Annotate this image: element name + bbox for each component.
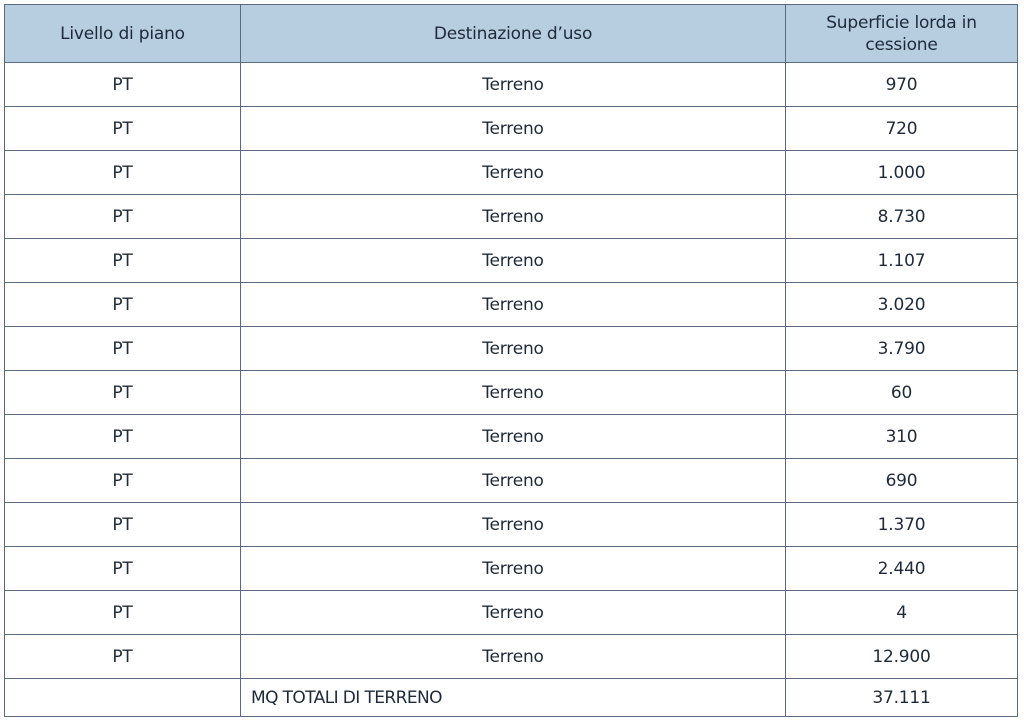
livello-cell: PT — [5, 63, 241, 107]
destinazione-cell: Terreno — [241, 283, 786, 327]
livello-cell: PT — [5, 239, 241, 283]
superficie-cell: 1.000 — [786, 151, 1018, 195]
superficie-cell: 720 — [786, 107, 1018, 151]
table-row — [5, 63, 1018, 107]
destinazione-cell: Terreno — [241, 591, 786, 635]
table-row — [5, 195, 1018, 239]
destinazione-cell: Terreno — [241, 371, 786, 415]
superficie-cell: 12.900 — [786, 635, 1018, 679]
total-label-cell: MQ TOTALI DI TERRENO — [241, 679, 786, 717]
destinazione-cell: Terreno — [241, 107, 786, 151]
destinazione-cell: Terreno — [241, 635, 786, 679]
table-footer — [5, 679, 1018, 717]
destinazione-cell: Terreno — [241, 547, 786, 591]
destinazione-cell: Terreno — [241, 503, 786, 547]
superficie-cell: 4 — [786, 591, 1018, 635]
table-body — [5, 63, 1018, 679]
livello-cell: PT — [5, 415, 241, 459]
livello-cell: PT — [5, 635, 241, 679]
livello-cell: PT — [5, 547, 241, 591]
table-row — [5, 591, 1018, 635]
livello-cell: PT — [5, 151, 241, 195]
superficie-cell: 3.790 — [786, 327, 1018, 371]
destinazione-cell: Terreno — [241, 415, 786, 459]
header-label: Livello di piano — [60, 23, 185, 44]
destinazione-cell: Terreno — [241, 195, 786, 239]
total-value-cell: 37.111 — [786, 679, 1018, 717]
livello-cell: PT — [5, 107, 241, 151]
superficie-cell: 3.020 — [786, 283, 1018, 327]
livello-cell: PT — [5, 283, 241, 327]
livello-cell: PT — [5, 591, 241, 635]
destinazione-cell: Terreno — [241, 239, 786, 283]
table-header — [5, 5, 1018, 63]
superficie-cell: 2.440 — [786, 547, 1018, 591]
table-row — [5, 459, 1018, 503]
header-label: Superficie lorda in cessione — [826, 12, 977, 55]
destinazione-cell: Terreno — [241, 63, 786, 107]
livello-cell: PT — [5, 371, 241, 415]
superficie-cell: 310 — [786, 415, 1018, 459]
destinazione-cell: Terreno — [241, 459, 786, 503]
table-row — [5, 371, 1018, 415]
header-destinazione-uso — [241, 5, 786, 63]
table-row — [5, 415, 1018, 459]
surface-table — [4, 4, 1018, 717]
table-row — [5, 327, 1018, 371]
superficie-cell: 1.370 — [786, 503, 1018, 547]
superficie-cell: 970 — [786, 63, 1018, 107]
table-row — [5, 547, 1018, 591]
table-row — [5, 239, 1018, 283]
superficie-cell: 8.730 — [786, 195, 1018, 239]
header-livello-di-piano — [5, 5, 241, 63]
destinazione-cell: Terreno — [241, 151, 786, 195]
header-superficie-lorda — [786, 5, 1018, 63]
header-label: Destinazione d’uso — [433, 23, 593, 44]
superficie-cell: 690 — [786, 459, 1018, 503]
table-row — [5, 503, 1018, 547]
livello-cell: PT — [5, 327, 241, 371]
livello-cell: PT — [5, 195, 241, 239]
superficie-cell: 60 — [786, 371, 1018, 415]
superficie-cell: 1.107 — [786, 239, 1018, 283]
total-row — [5, 679, 1018, 717]
destinazione-cell: Terreno — [241, 327, 786, 371]
table-row — [5, 151, 1018, 195]
table-row — [5, 635, 1018, 679]
total-livello-cell — [5, 679, 241, 717]
table-row — [5, 107, 1018, 151]
header-row — [5, 5, 1018, 63]
livello-cell: PT — [5, 459, 241, 503]
table-row — [5, 283, 1018, 327]
livello-cell: PT — [5, 503, 241, 547]
